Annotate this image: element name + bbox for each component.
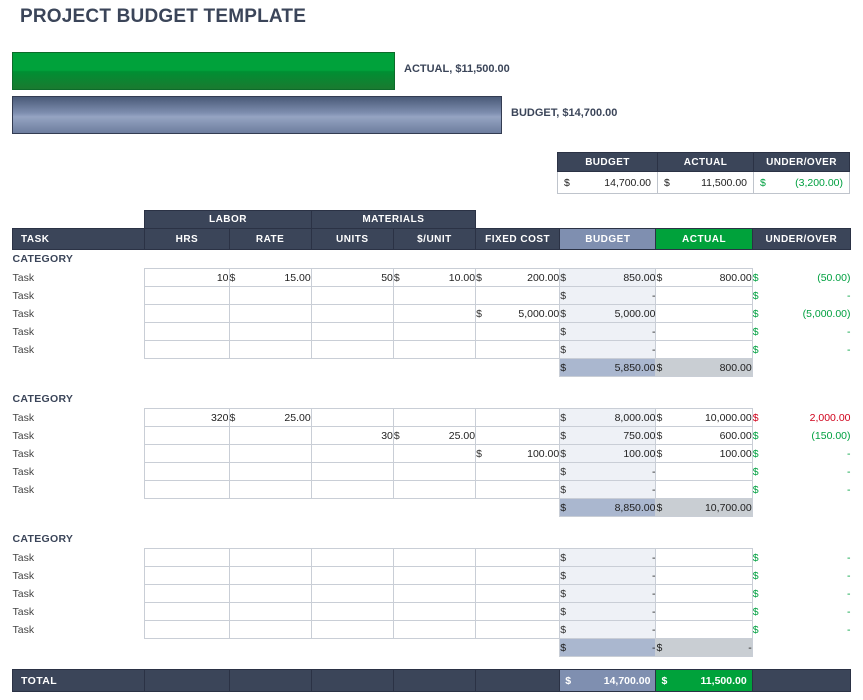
cell-fixed-cost[interactable] [476,463,560,481]
task-name: Task [12,569,35,582]
total-blank-units [311,670,393,692]
summary-under-over-value: (3,200.00) [795,176,843,189]
cell-actual[interactable] [656,567,752,585]
cell-fixed-cost[interactable] [476,287,560,305]
column-header-unit-price: $/UNIT [393,229,475,250]
subtotal-budget: $ - [560,639,656,657]
cell-units[interactable]: 30 [311,427,393,445]
subtotal-blank-rate [229,359,311,377]
cell-fixed-cost[interactable]: $ 5,000.00 [476,305,560,323]
cell-under-over: $ - [752,623,851,636]
summary-actual-value: 11,500.00 [701,176,747,189]
cell-hrs[interactable] [145,621,229,639]
page-title: PROJECT BUDGET TEMPLATE [20,6,307,27]
summary-under-over-cell [754,172,850,194]
cell-actual[interactable] [656,585,752,603]
table-row[interactable] [13,269,851,287]
subtotal-spacer [13,639,145,657]
cell-budget: $ 8,000.00 [560,409,656,427]
column-header-rate: RATE [229,229,311,250]
total-budget: $ 14,700.00 [560,670,656,692]
cell-rate[interactable] [229,603,311,621]
cell-under-over: $ (150.00) [752,429,851,442]
column-header-task: TASK [13,229,145,250]
subtotal-spacer [13,359,145,377]
cell-actual[interactable]: $ 100.00 [656,445,752,463]
cell-unit-price[interactable] [393,585,475,603]
column-header-actual: ACTUAL [656,229,752,250]
cell-budget: $ - [560,585,656,603]
task-name: Task [12,271,35,284]
cell-unit-price[interactable] [393,621,475,639]
cell-units[interactable] [311,549,393,567]
subtotal-blank-under-over [752,359,850,377]
cell-units[interactable] [311,603,393,621]
cell-units[interactable] [311,567,393,585]
subtotal-blank-fixed [476,499,560,517]
cell-hrs[interactable] [145,463,229,481]
cell-units[interactable] [311,621,393,639]
cell-under-over: $ - [752,587,851,600]
category-label: CATEGORY [12,392,74,405]
category-label: CATEGORY [12,253,74,265]
cell-fixed-cost[interactable] [476,603,560,621]
cell-actual[interactable] [656,463,752,481]
cell-hrs[interactable] [145,287,229,305]
bar-budget [12,96,502,134]
summary-table [557,152,850,194]
subtotal-row [13,499,851,517]
cell-units[interactable] [311,341,393,359]
cell-rate[interactable] [229,445,311,463]
cell-units[interactable] [311,445,393,463]
cell-hrs[interactable] [145,341,229,359]
subtotal-budget: $ 8,850.00 [560,499,656,517]
subtotal-spacer [13,499,145,517]
cell-fixed-cost[interactable] [476,427,560,445]
summary-header-budget: BUDGET [558,153,658,172]
cell-unit-price[interactable]: $ 10.00 [393,269,475,287]
cell-units[interactable] [311,585,393,603]
task-name: Task [12,623,35,636]
cell-rate[interactable] [229,341,311,359]
column-header-hrs: HRS [145,229,229,250]
cell-rate[interactable] [229,549,311,567]
cell-rate[interactable] [229,481,311,499]
group-header-spacer-3 [560,211,656,229]
subtotal-actual: $ 800.00 [656,359,752,377]
subtotal-blank-under-over [752,639,850,657]
table-row[interactable] [13,287,851,305]
subtotal-actual: $ - [656,639,752,657]
cell-fixed-cost[interactable] [476,585,560,603]
cell-fixed-cost[interactable] [476,621,560,639]
cell-unit-price[interactable] [393,305,475,323]
cell-units[interactable] [311,463,393,481]
task-name: Task [12,429,35,442]
cell-units[interactable] [311,305,393,323]
task-name: Task [12,307,35,320]
subtotal-blank-fixed [476,359,560,377]
section-spacer [13,377,851,390]
cell-unit-price[interactable] [393,287,475,305]
subtotal-row [13,639,851,657]
task-name: Task [12,605,35,618]
cell-fixed-cost[interactable] [476,409,560,427]
group-header-labor: LABOR [145,211,311,229]
table-row[interactable] [13,409,851,427]
budget-vs-actual-chart [12,52,852,142]
cell-unit-price[interactable] [393,567,475,585]
subtotal-row [13,359,851,377]
cell-rate[interactable] [229,621,311,639]
subtotal-blank-fixed [476,639,560,657]
cell-unit-price[interactable] [393,549,475,567]
summary-actual-cell [658,172,754,194]
chart-bar-row-actual [12,52,852,90]
cell-unit-price[interactable] [393,463,475,481]
bar-label-budget: BUDGET, $14,700.00 [511,107,618,119]
cell-budget: $ - [560,603,656,621]
task-name: Task [12,411,35,424]
table-row[interactable] [13,567,851,585]
cell-budget: $ - [560,621,656,639]
subtotal-blank-hrs [145,639,229,657]
cell-fixed-cost[interactable] [476,323,560,341]
cell-under-over: $ - [752,289,851,302]
cell-actual[interactable]: $ 10,000.00 [656,409,752,427]
table-row[interactable] [13,427,851,445]
cell-hrs[interactable] [145,549,229,567]
cell-hrs[interactable] [145,603,229,621]
cell-actual[interactable] [656,341,752,359]
summary-header-under-over: UNDER/OVER [754,153,850,172]
cell-under-over: $ - [752,551,851,564]
cell-under-over: $ - [752,605,851,618]
summary-budget-currency: $ [564,176,570,189]
cell-under-over: $ - [752,483,851,496]
subtotal-budget: $ 5,850.00 [560,359,656,377]
chart-bar-row-budget [12,96,852,134]
cell-hrs[interactable] [145,323,229,341]
cell-under-over: $ (50.00) [752,271,851,284]
cell-budget: $ - [560,481,656,499]
summary-value-row [558,172,850,194]
cell-under-over: $ (5,000.00) [752,307,851,320]
group-header-materials: MATERIALS [311,211,475,229]
cell-hrs[interactable]: 10 [145,269,229,287]
total-blank-hrs [145,670,229,692]
cell-fixed-cost[interactable] [476,567,560,585]
section-spacer [13,657,851,670]
cell-actual[interactable] [656,287,752,305]
cell-fixed-cost[interactable] [476,341,560,359]
task-name: Task [12,483,35,496]
cell-unit-price[interactable]: $ 25.00 [393,427,475,445]
summary-budget-cell [558,172,658,194]
cell-budget: $ 750.00 [560,427,656,445]
cell-budget: $ - [560,323,656,341]
subtotal-blank-under-over [752,499,850,517]
cell-unit-price[interactable] [393,323,475,341]
column-header-row [13,229,851,250]
cell-unit-price[interactable] [393,445,475,463]
cell-actual[interactable]: $ 600.00 [656,427,752,445]
subtotal-actual: $ 10,700.00 [656,499,752,517]
cell-actual[interactable] [656,323,752,341]
cell-budget: $ - [560,463,656,481]
subtotal-blank-rate [229,499,311,517]
cell-budget: $ - [560,287,656,305]
cell-rate[interactable] [229,323,311,341]
cell-fixed-cost[interactable]: $ 100.00 [476,445,560,463]
total-blank-rate [229,670,311,692]
subtotal-blank-hrs [145,499,229,517]
category-row [13,390,851,409]
cell-hrs[interactable] [145,481,229,499]
cell-budget: $ 5,000.00 [560,305,656,323]
summary-budget-value: 14,700.00 [604,176,651,189]
subtotal-blank-unit-price [393,359,475,377]
summary-header-actual: ACTUAL [658,153,754,172]
total-blank-under-over [752,670,850,692]
group-header-spacer-2 [476,211,560,229]
cell-budget: $ 850.00 [560,269,656,287]
total-blank-unit-price [393,670,475,692]
subtotal-blank-unit-price [393,639,475,657]
task-name: Task [12,325,35,338]
task-name: Task [12,343,35,356]
cell-fixed-cost[interactable] [476,481,560,499]
cell-units[interactable]: 50 [311,269,393,287]
table-row[interactable] [13,305,851,323]
cell-under-over: $ - [752,343,851,356]
cell-rate[interactable] [229,427,311,445]
cell-rate[interactable]: $ 25.00 [229,409,311,427]
cell-actual[interactable]: $ 800.00 [656,269,752,287]
category-row [13,250,851,269]
total-blank-fixed [476,670,560,692]
group-header-spacer [13,211,145,229]
subtotal-blank-units [311,639,393,657]
cell-unit-price[interactable] [393,481,475,499]
cell-rate[interactable] [229,463,311,481]
cell-rate[interactable] [229,287,311,305]
cell-units[interactable] [311,409,393,427]
cell-rate[interactable] [229,305,311,323]
cell-units[interactable] [311,323,393,341]
bar-label-actual: ACTUAL, $11,500.00 [404,63,510,75]
cell-budget: $ - [560,341,656,359]
cell-under-over: $ - [752,569,851,582]
cell-fixed-cost[interactable] [476,549,560,567]
subtotal-blank-rate [229,639,311,657]
cell-unit-price[interactable] [393,341,475,359]
column-header-budget: BUDGET [560,229,656,250]
cell-budget: $ 100.00 [560,445,656,463]
table-row[interactable] [13,621,851,639]
total-row [13,670,851,692]
cell-units[interactable] [311,481,393,499]
task-name: Task [12,447,35,460]
total-actual: $ 11,500.00 [656,670,752,692]
subtotal-blank-unit-price [393,499,475,517]
column-header-units: UNITS [311,229,393,250]
cell-actual[interactable] [656,549,752,567]
task-name: Task [12,289,35,302]
cell-actual[interactable] [656,305,752,323]
category-label: CATEGORY [12,532,74,545]
subtotal-blank-hrs [145,359,229,377]
cell-actual[interactable] [656,621,752,639]
cell-under-over: $ - [752,447,851,460]
section-spacer [13,517,851,530]
cell-hrs[interactable] [145,427,229,445]
table-row[interactable] [13,323,851,341]
group-header-row [13,211,851,229]
cell-budget: $ - [560,567,656,585]
cell-rate[interactable] [229,585,311,603]
table-row[interactable] [13,603,851,621]
table-row[interactable] [13,585,851,603]
budget-detail-table [12,210,851,692]
subtotal-blank-units [311,499,393,517]
group-header-spacer-5 [752,211,850,229]
category-row [13,530,851,549]
summary-actual-currency: $ [664,176,670,189]
cell-hrs[interactable]: 320 [145,409,229,427]
cell-hrs[interactable] [145,567,229,585]
column-header-fixed-cost: FIXED COST [476,229,560,250]
cell-unit-price[interactable] [393,603,475,621]
cell-rate[interactable]: $ 15.00 [229,269,311,287]
subtotal-blank-units [311,359,393,377]
summary-header-row [558,153,850,172]
cell-units[interactable] [311,287,393,305]
cell-hrs[interactable] [145,305,229,323]
table-row[interactable] [13,463,851,481]
table-row[interactable] [13,481,851,499]
cell-rate[interactable] [229,567,311,585]
column-header-under-over: UNDER/OVER [752,229,850,250]
table-row[interactable] [13,445,851,463]
cell-under-over: $ - [752,465,851,478]
bar-actual [12,52,395,90]
summary-under-over-currency: $ [760,176,766,189]
cell-hrs[interactable] [145,445,229,463]
table-row[interactable] [13,549,851,567]
task-name: Task [12,465,35,478]
cell-fixed-cost[interactable]: $ 200.00 [476,269,560,287]
task-name: Task [12,587,35,600]
group-header-spacer-4 [656,211,752,229]
cell-unit-price[interactable] [393,409,475,427]
cell-under-over: $ 2,000.00 [752,411,851,424]
total-label: TOTAL [13,670,145,692]
task-name: Task [12,551,35,564]
cell-hrs[interactable] [145,585,229,603]
cell-actual[interactable] [656,603,752,621]
table-row[interactable] [13,341,851,359]
cell-budget: $ - [560,549,656,567]
cell-under-over: $ - [752,325,851,338]
cell-actual[interactable] [656,481,752,499]
